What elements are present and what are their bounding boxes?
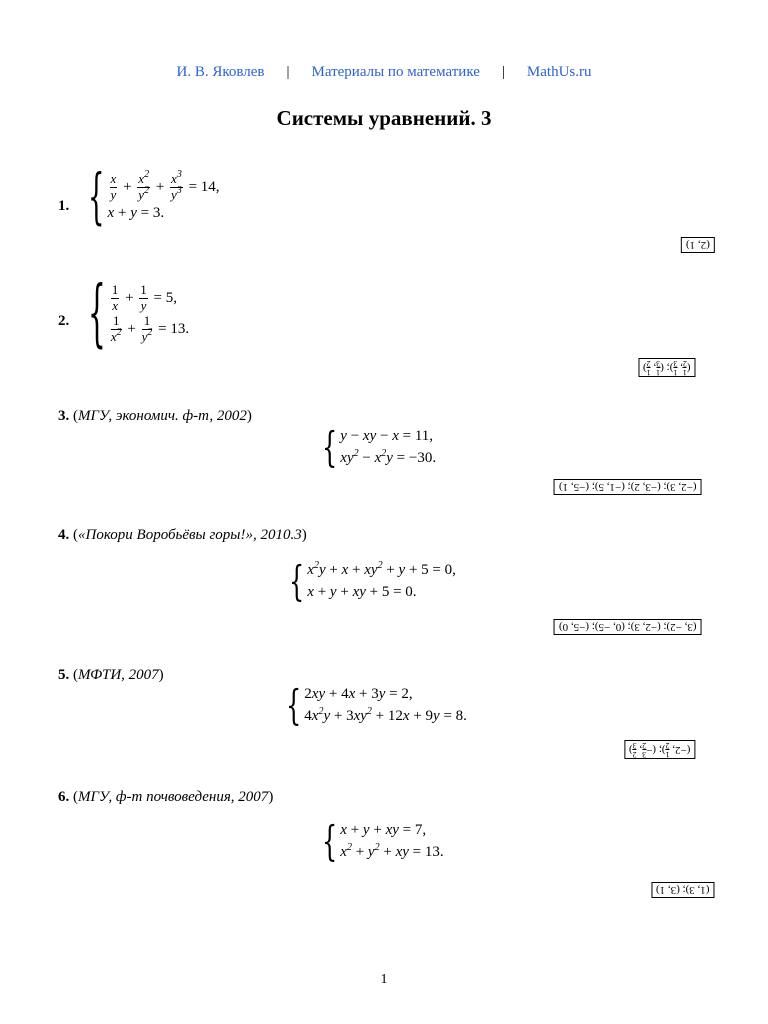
equation-system xyxy=(88,163,220,233)
equation-system xyxy=(322,817,444,866)
answer-box: ( 1 2 , 1 3 ); ( 1 3 , 1 2 ) xyxy=(638,358,695,377)
answer-box: (−2, 3); (−3, 2); (−1, 5); (−5, 1) xyxy=(554,479,702,495)
answer-box: (−2, 1 2 ); (− 3 2 , 2 3 ) xyxy=(624,740,695,759)
header-separator: | xyxy=(501,64,505,80)
equation-system xyxy=(286,681,467,730)
left-brace: { xyxy=(322,423,338,472)
problem-number: 3. xyxy=(58,408,70,424)
equations: y − xy − x = 11, $xy^2 - x^2y = -30$. xyxy=(340,428,437,466)
left-brace: { xyxy=(88,269,106,356)
page-title: Системы уравнений. 3 xyxy=(276,106,492,130)
answer-box: (2, 1) xyxy=(681,237,715,253)
answer-box: (3, −2); (−2, 3); (0, −5); (−5, 0) xyxy=(554,619,702,635)
equations: 2xy + 4x + 3y = 2, $4x^2y + 3xy^2 + 12x + 9y = 8$. xyxy=(304,686,467,724)
header-separator: | xyxy=(286,64,290,80)
left-brace: { xyxy=(322,817,338,866)
problem-number: 2. xyxy=(58,313,70,329)
page-number: 1 xyxy=(380,972,388,987)
materials-link[interactable]: Материалы по математике xyxy=(311,64,480,80)
problem-heading: 6. (МГУ, ф-т почвоведения, 2007) xyxy=(58,789,274,805)
author-link[interactable]: И. В. Яковлев xyxy=(176,64,265,80)
page-header xyxy=(0,64,768,81)
equations: $\frac{1}{x}$ + $\frac{1}{y}$ = 5, $\frac{1}{x^2}$ + $\frac{1}{y^2}$ = 13. xyxy=(110,282,190,344)
equations: x + y + xy = 7, $x^2 + y^2$ + xy = 13. xyxy=(340,822,444,860)
left-brace: { xyxy=(286,681,302,730)
left-brace: { xyxy=(289,557,305,606)
site-link[interactable]: MathUs.ru xyxy=(526,64,592,80)
problem-number: 6. xyxy=(58,789,70,805)
problem-source: МФТИ, 2007 xyxy=(78,667,159,683)
problem-number: 1. xyxy=(58,198,70,214)
problem-number: 5. xyxy=(58,667,70,683)
equations: $x^2y + x + xy^2 + y + 5 = 0$, x + y + xy + 5 = 0. xyxy=(307,560,456,600)
equation-system xyxy=(289,557,456,606)
equation-system xyxy=(322,423,437,472)
equation-system xyxy=(88,269,190,356)
problem-heading: 4. («Покори Воробьёвы горы!», 2010.3) xyxy=(58,527,307,543)
equations: $\frac{x}{y}$ + $\frac{x^2}{y^2}$ + $\frac{x^3}{y^3}$ = 14, x + y = 3. xyxy=(107,169,220,221)
answer-box: (1, 3); (3, 1) xyxy=(651,882,714,898)
problem-source: МГУ, экономич. ф-т, 2002 xyxy=(78,408,247,424)
problem-heading: 5. (МФТИ, 2007) xyxy=(58,667,164,683)
left-brace: { xyxy=(88,163,105,233)
problem-number: 4. xyxy=(58,527,70,543)
problem-source: «Покори Воробьёвы горы!», 2010.3 xyxy=(78,527,302,543)
problem-heading: 3. (МГУ, экономич. ф-т, 2002) xyxy=(58,408,252,424)
problem-source: МГУ, ф-т почвоведения, 2007 xyxy=(78,789,269,805)
